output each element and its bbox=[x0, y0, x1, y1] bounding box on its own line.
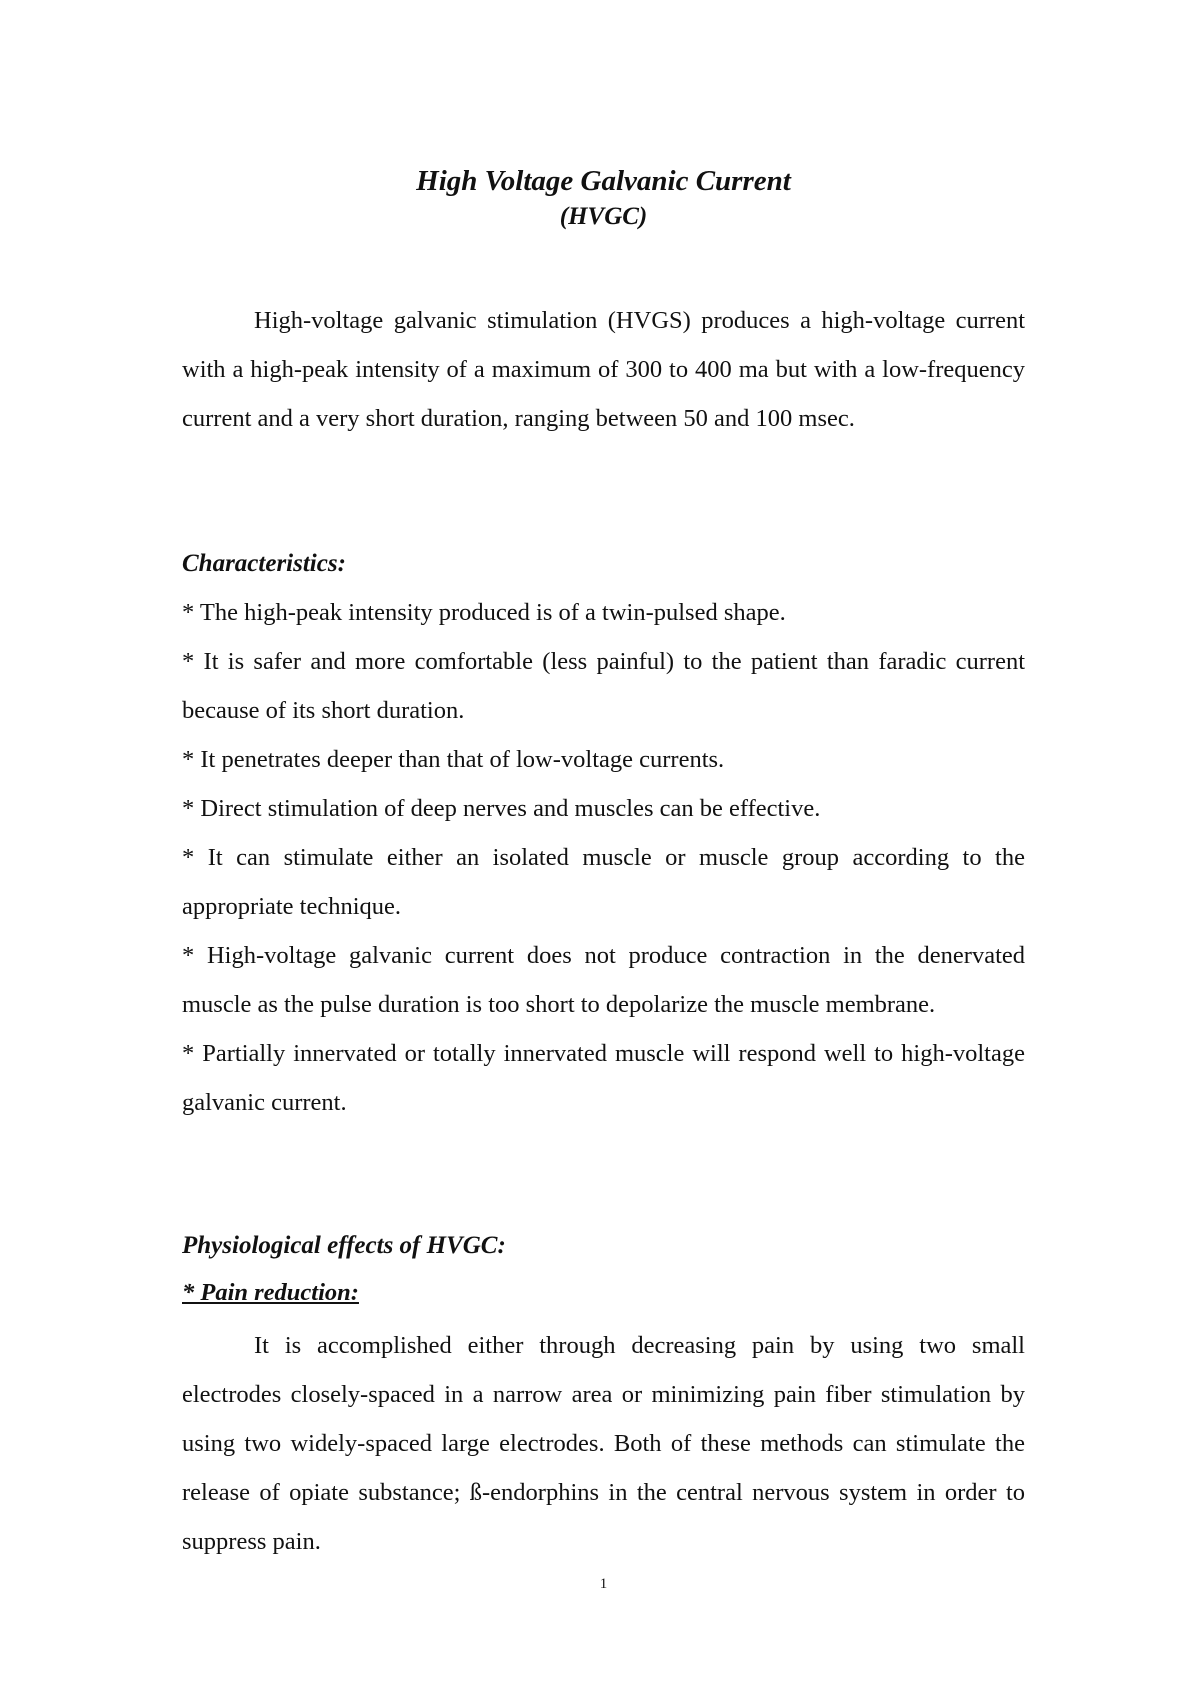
pain-reduction-paragraph: It is accomplished either through decreasing pain by using two small electrodes closely-spaced in a narrow area or minimizing pain fiber stimulation by using two widely-spaced large electrodes. Both of these methods can stimulate the release of opiate substance; ß-endorphins in the central nervous system in order to suppress pain. bbox=[182, 1332, 1025, 1555]
list-item: * The high-peak intensity produced is of a twin-pulsed shape. bbox=[182, 599, 786, 626]
effects-heading: Physiological effects of HVGC: bbox=[182, 1232, 506, 1259]
list-item: * High-voltage galvanic current does not produce contraction in the denervated muscle as the pulse duration is too short to depolarize the muscle membrane. bbox=[182, 942, 1025, 1018]
page-number: 1 bbox=[599, 1576, 608, 1592]
document-title: High Voltage Galvanic Current bbox=[416, 165, 791, 198]
characteristics-list bbox=[182, 588, 1025, 1127]
list-item: * It can stimulate either an isolated muscle or muscle group according to the appropriate technique. bbox=[182, 844, 1025, 920]
list-item: * Direct stimulation of deep nerves and muscles can be effective. bbox=[182, 795, 821, 822]
list-item: * Partially innervated or totally innervated muscle will respond well to high-voltage galvanic current. bbox=[182, 1040, 1025, 1116]
intro-paragraph: High-voltage galvanic stimulation (HVGS) produces a high-voltage current with a high-peak intensity of a maximum of 300 to 400 ma but with a low-frequency current and a very short duration, ranging between 50 and 100 msec. bbox=[182, 307, 1025, 432]
characteristics-heading: Characteristics: bbox=[182, 550, 346, 577]
list-item: * It is safer and more comfortable (less painful) to the patient than faradic current because of its short duration. bbox=[182, 648, 1025, 724]
document-subtitle: (HVGC) bbox=[559, 203, 648, 230]
document-page bbox=[182, 0, 1025, 1697]
list-item: * It penetrates deeper than that of low-voltage currents. bbox=[182, 746, 725, 773]
pain-reduction-heading: * Pain reduction: bbox=[182, 1279, 359, 1306]
